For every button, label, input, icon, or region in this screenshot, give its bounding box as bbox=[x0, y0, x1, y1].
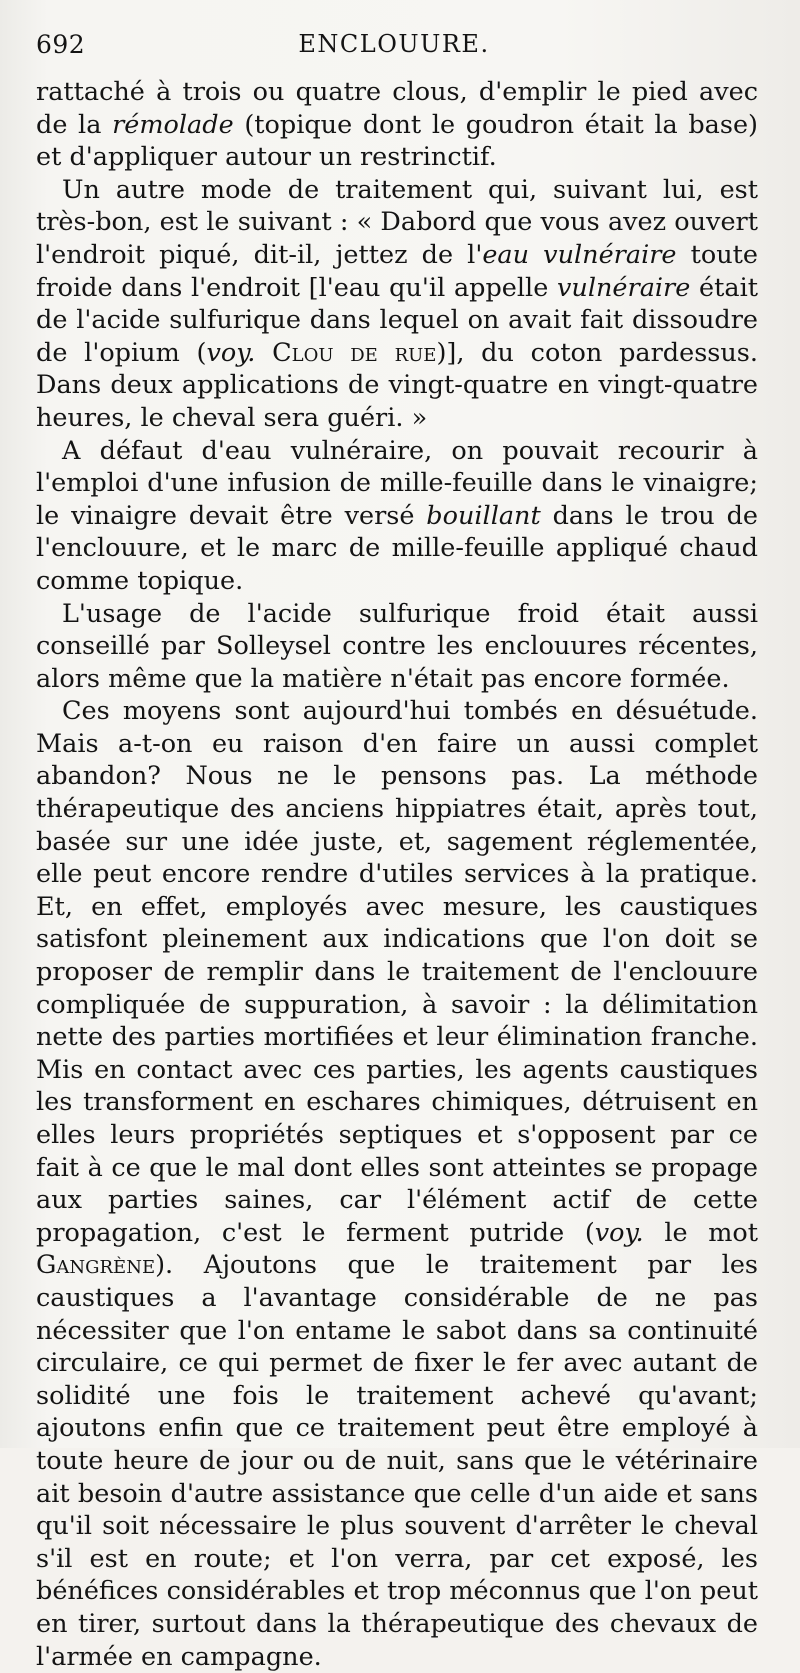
text-segment: était de l'acide sulfurique dans lequel on avait fait dissoudre de l'opium ( bbox=[36, 272, 758, 368]
paragraph-1 bbox=[36, 76, 758, 174]
cross-reference-clou-de-rue: Clou de rue bbox=[272, 337, 437, 368]
italic-voy: voy. bbox=[206, 337, 256, 368]
cross-reference-gangrene: Gangrène bbox=[36, 1250, 156, 1281]
text-segment: rattaché à trois ou quatre clous, d'emplir le pied avec de la bbox=[36, 77, 758, 140]
text-segment: A défaut d'eau vulnéraire, on pouvait recourir à l'emploi d'une infusion de mille-feuille dans le vinaigre; le vinaigre devait être versé bbox=[36, 435, 758, 531]
text-segment: ). Ajoutons que le traitement par les caustiques a l'avantage considérable de ne pas nécessiter que l'on entame le sabot dans sa continuité circulaire, ce qui permet de fixer le fer avec autant de solidité une fois le traitement achevé qu'avant; ajoutons enfin que ce traitement peut être employé à toute heure de jour ou de nuit, sans que le vétérinaire ait besoin d'autre assistance que celle d'un aide et sans qu'il soit nécessaire le plus souvent d'arrêter le cheval s'il est en route; et l'on verra, par cet exposé, les bénéfices considérables et trop méconnus que l'on peut en tirer, surtout dans la thérapeutique des chevaux de l'armée en campagne. bbox=[36, 1250, 758, 1672]
text-segment: dans le trou de l'enclouure, et le marc de mille-feuille appliqué chaud comme topique. bbox=[36, 500, 758, 596]
italic-voy: voy. bbox=[594, 1217, 644, 1248]
text-segment bbox=[255, 338, 272, 368]
italic-term-bouillant: bouillant bbox=[426, 500, 541, 531]
text-segment: )], du coton pardessus. Dans deux applications de vingt-quatre en vingt-quatre heures, le cheval sera guéri. » bbox=[36, 337, 758, 433]
italic-term-eau-vulneraire: eau vulnéraire bbox=[482, 239, 677, 270]
text-segment: L'usage de l'acide sulfurique froid était aussi conseillé par Solleysel contre les enclouures récentes, alors même que la matière n'était pas encore formée. bbox=[36, 598, 758, 694]
body-text bbox=[36, 76, 758, 1673]
text-segment: Un autre mode de traitement qui, suivant lui, est très-bon, est le suivant : « Dabord que vous avez ouvert l'endroit piqué, dit-il, jettez de l' bbox=[36, 174, 758, 270]
text-segment: (topique dont le goudron était la base) et d'appliquer autour un restrinctif. bbox=[36, 109, 759, 173]
paragraph-5 bbox=[36, 695, 758, 1673]
paragraph-3 bbox=[36, 435, 758, 598]
page-number: 692 bbox=[36, 30, 86, 59]
running-head: ENCLOUURE. bbox=[298, 30, 490, 58]
text-segment: Ces moyens sont aujourd'hui tombés en désuétude. Mais a-t-on eu raison d'en faire un aussi complet abandon? Nous ne le pensons pas. La méthode thérapeutique des anciens hippiatres était, après tout, basée sur une idée juste, et, sagement réglementée, elle peut encore rendre d'utiles services à la pratique. Et, en effet, employés avec mesure, les caustiques satisfont pleinement aux indications que l'on doit se proposer de remplir dans le traitement de l'enclouure compliquée de suppuration, à savoir : la délimitation nette des parties mortifiées et leur élimination franche. Mis en contact avec ces parties, les agents caustiques les transforment en eschares chimiques, détruisent en elles leurs propriétés septiques et s'opposent par ce fait à ce que le mal dont elles sont atteintes se propage aux parties saines, car l'élément actif de cette propagation, c'est le ferment putride ( bbox=[36, 696, 758, 1248]
italic-term-vulneraire: vulnéraire bbox=[557, 272, 691, 303]
text-segment: toute froide dans l'endroit [l'eau qu'il appelle bbox=[36, 239, 758, 303]
page-header bbox=[36, 30, 752, 64]
text-segment: le mot bbox=[643, 1217, 758, 1248]
paragraph-4 bbox=[36, 598, 758, 696]
italic-term-remolade: rémolade bbox=[112, 109, 234, 140]
paragraph-2 bbox=[36, 174, 758, 435]
